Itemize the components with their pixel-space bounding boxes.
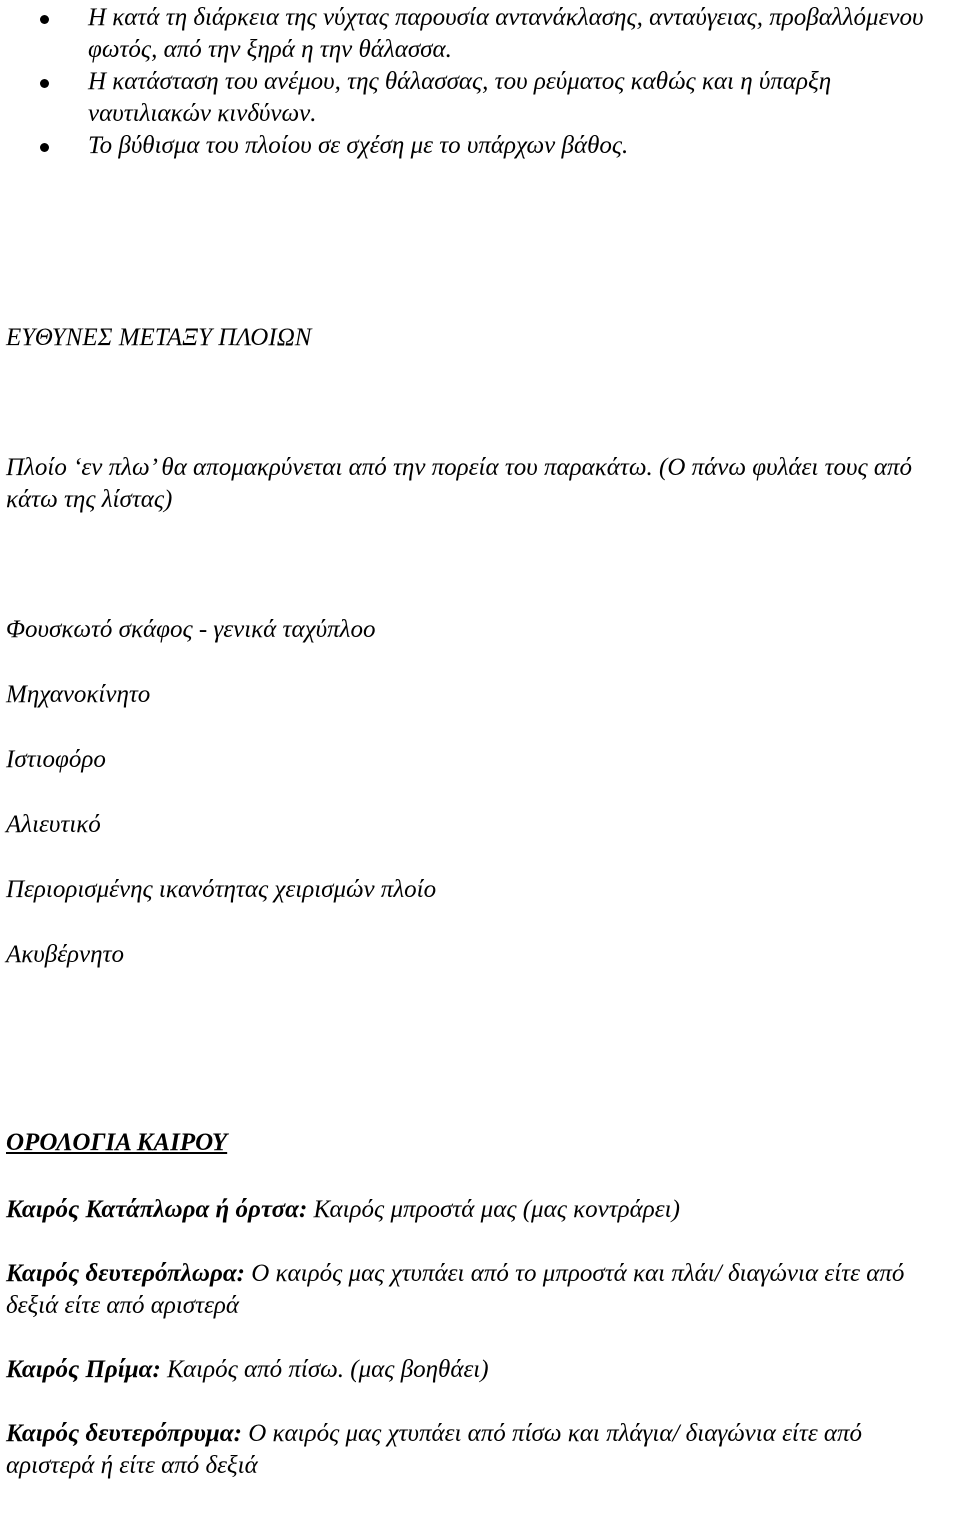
vessel-item: Ακυβέρνητο (6, 941, 124, 968)
definition-term: Καιρός Κατάπλωρα ή όρτσα: (6, 1196, 308, 1223)
vessel-item: Αλιευτικό (6, 811, 101, 838)
definition-term: Καιρός δευτερόπλωρα: (6, 1260, 245, 1287)
bullet-dot-icon (40, 15, 49, 24)
definition-item (6, 1258, 956, 1322)
definition-term: Καιρός Πρίμα: (6, 1356, 161, 1383)
responsibilities-intro: Πλοίο ‘εν πλω’ θα απομακρύνεται από την πορεία του παρακάτω. (Ο πάνω φυλάει τους από κάτω της λίστας) (6, 454, 913, 513)
definition-text: Ο καιρός μας χτυπάει από πίσω και πλάγια/ διαγώνια είτε από αριστερά ή είτε από δεξιά (6, 1420, 863, 1479)
weather-definitions (6, 1194, 956, 1514)
bullet-dot-icon (40, 143, 49, 152)
section-heading-responsibilities: ΕΥΘΥΝΕΣ ΜΕΤΑΞΥ ΠΛΟΙΩΝ (6, 324, 312, 351)
definition-item (6, 1194, 956, 1226)
definition-item (6, 1418, 956, 1482)
bullet-item (40, 130, 940, 162)
bullet-text: Το βύθισμα του πλοίου σε σχέση με το υπάρχων βάθος. (88, 132, 629, 159)
definition-text: Καιρός από πίσω. (μας βοηθάει) (160, 1356, 489, 1383)
section-heading-weather-terms: ΟΡΟΛΟΓΙΑ ΚΑΙΡΟΥ (6, 1129, 228, 1156)
vessel-item: Ιστιοφόρο (6, 746, 106, 773)
definition-item (6, 1354, 956, 1386)
definition-text: Καιρός μπροστά μας (μας κοντράρει) (307, 1196, 680, 1223)
bullet-list (40, 2, 940, 162)
bullet-item (40, 66, 940, 130)
definition-term: Καιρός δευτερόπρυμα: (6, 1420, 242, 1447)
vessel-item: Μηχανοκίνητο (6, 681, 151, 708)
bullet-item (40, 2, 940, 66)
bullet-dot-icon (40, 79, 49, 88)
vessel-item: Περιορισμένης ικανότητας χειρισμών πλοίο (6, 876, 437, 903)
vessel-item: Φουσκωτό σκάφος - γενικά ταχύπλοο (6, 616, 376, 643)
bullet-text: Η κατάσταση του ανέμου, της θάλασσας, του ρεύματος καθώς και η ύπαρξη ναυτιλιακών κινδύνων. (88, 68, 832, 127)
definition-text: Ο καιρός μας χτυπάει από το μπροστά και πλάι/ διαγώνια είτε από δεξιά είτε από αριστερά (6, 1260, 905, 1319)
vessel-priority-list (6, 614, 956, 1004)
bullet-text: Η κατά τη διάρκεια της νύχτας παρουσία αντανάκλασης, ανταύγειας, προβαλλόμενου φωτός, από την ξηρά η την θάλασσα. (88, 4, 924, 63)
